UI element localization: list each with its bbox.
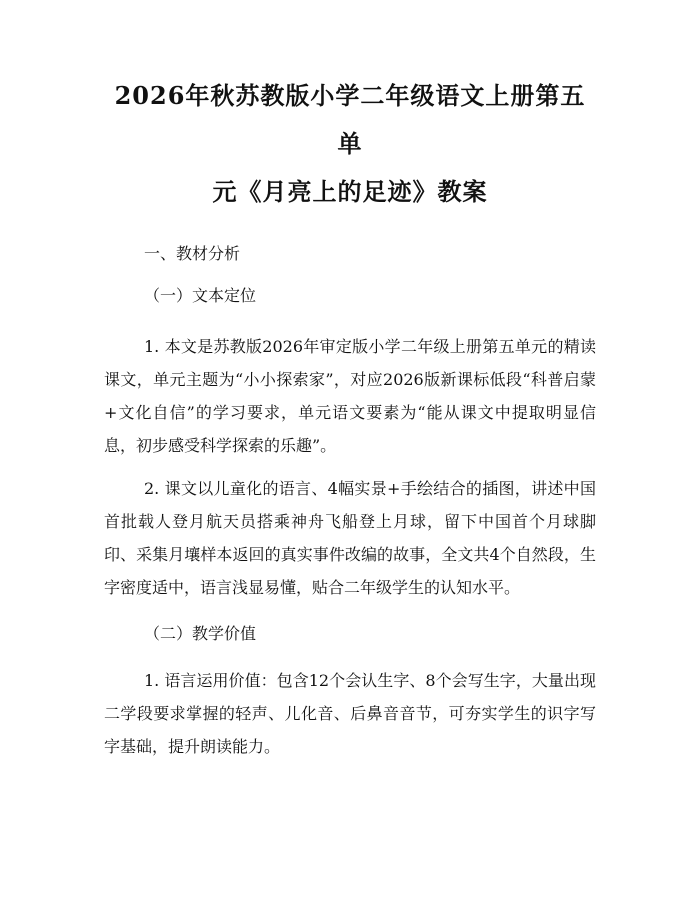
paragraph-1: 1. 本文是苏教版2026年审定版小学二年级上册第五单元的精读课文，单元主题为“小小探索家”，对应2026版新课标低段“科普启蒙+文化自信”的学习要求，单元语文要素为“能从课文中提取明显信息，初步感受科学探索的乐趣”。 bbox=[104, 337, 596, 455]
paragraph-3: 1. 语言运用价值：包含12个会认生字、8个会写生字，大量出现二学段要求掌握的轻声、儿化音、后鼻音音节，可夯实学生的识字写字基础，提升朗读能力。 bbox=[104, 671, 596, 756]
section-heading-textbook-analysis: 一、教材分析 bbox=[144, 244, 241, 263]
subsection-heading-text-positioning: （一）文本定位 bbox=[144, 286, 257, 305]
document-title bbox=[104, 72, 596, 216]
title-line-2: 元《月亮上的足迹》教案 bbox=[212, 177, 488, 206]
subsection-heading-teaching-value: （二）教学价值 bbox=[144, 624, 257, 643]
paragraph-2: 2. 课文以儿童化的语言、4幅实景+手绘结合的插图，讲述中国首批载人登月航天员搭乘神舟飞船登上月球，留下中国首个月球脚印、采集月壤样本返回的真实事件改编的故事，全文共4个自然段，生字密度适中，语言浅显易懂，贴合二年级学生的认知水平。 bbox=[104, 479, 596, 597]
title-line-1: 2026年秋苏教版小学二年级语文上册第五单 bbox=[114, 81, 586, 158]
